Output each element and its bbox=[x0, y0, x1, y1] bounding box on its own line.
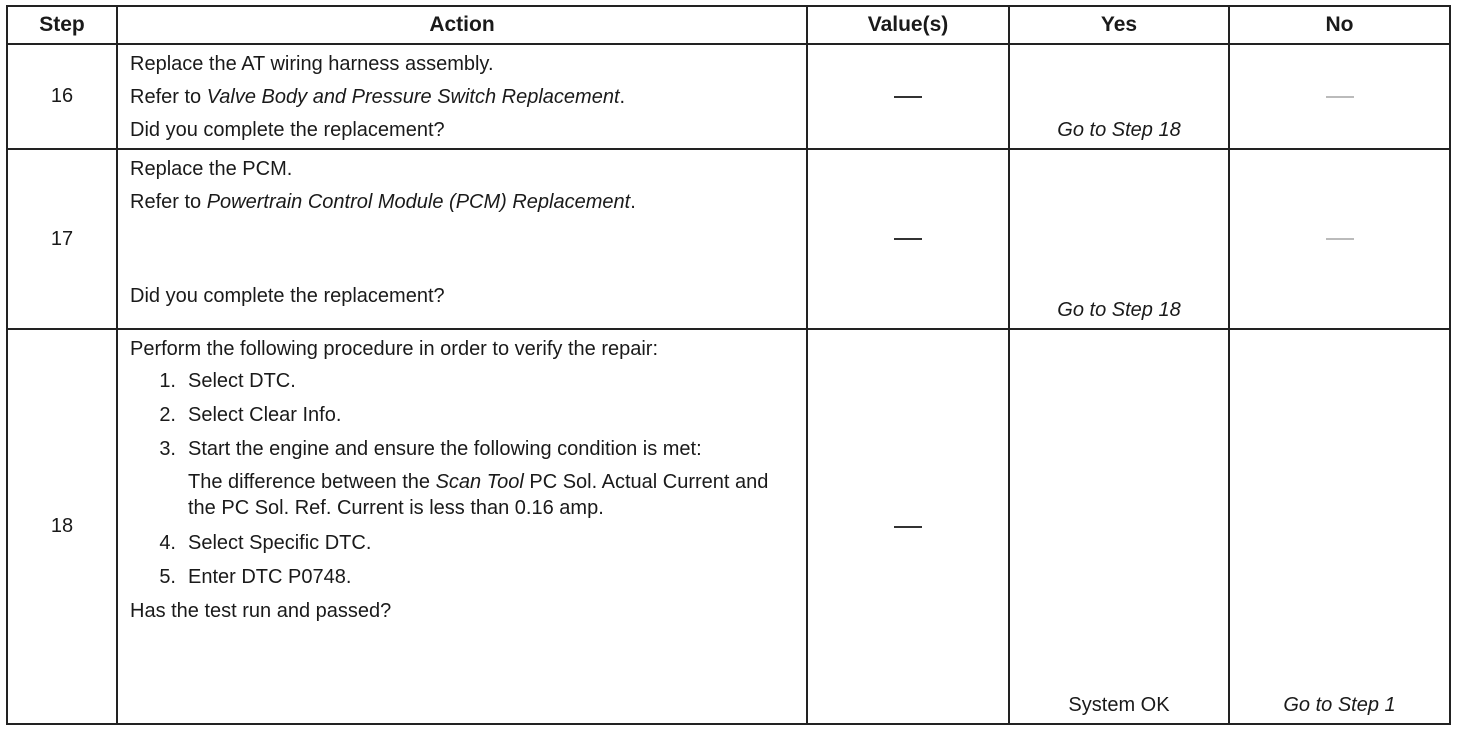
header-no: No bbox=[1229, 6, 1450, 44]
procedure-step-number: 1. bbox=[159, 370, 176, 392]
procedure-intro: Perform the following procedure in order to verify the repair: bbox=[130, 338, 659, 360]
action-text: Replace the PCM. bbox=[130, 158, 293, 180]
refer-link: Powertrain Control Module (PCM) Replacement bbox=[206, 191, 631, 213]
no-cell bbox=[1229, 329, 1450, 724]
procedure-step bbox=[130, 369, 796, 393]
procedure-step-text: Select DTC. bbox=[188, 370, 296, 392]
condition-prefix: The difference between the bbox=[188, 471, 436, 493]
header-step: Step bbox=[7, 6, 117, 44]
table-row-step-18 bbox=[7, 329, 1450, 724]
question-text: Did you complete the replacement? bbox=[130, 285, 445, 307]
yes-outcome: Go to Step 18 bbox=[1057, 119, 1181, 141]
question-text: Did you complete the replacement? bbox=[130, 119, 445, 141]
header-row bbox=[7, 6, 1450, 44]
procedure-step bbox=[130, 403, 796, 427]
action-cell bbox=[117, 329, 807, 724]
value-cell bbox=[807, 149, 1009, 329]
procedure-step-text: Enter DTC P0748. bbox=[188, 566, 352, 588]
blank-space bbox=[130, 223, 796, 281]
scan-tool-ref: Scan Tool bbox=[435, 471, 524, 493]
refer-suffix: . bbox=[619, 86, 626, 108]
no-outcome: Go to Step 1 bbox=[1283, 694, 1396, 716]
yes-outcome: Go to Step 18 bbox=[1057, 299, 1181, 321]
refer-suffix: . bbox=[630, 191, 636, 213]
refer-link: Valve Body and Pressure Switch Replacement bbox=[206, 86, 620, 108]
step-number: 16 bbox=[7, 44, 117, 149]
no-cell bbox=[1229, 44, 1450, 149]
table-row-step-17 bbox=[7, 149, 1450, 329]
value-cell bbox=[807, 329, 1009, 724]
refer-text bbox=[130, 190, 796, 214]
value-cell bbox=[807, 44, 1009, 149]
step-number: 17 bbox=[7, 149, 117, 329]
yes-cell bbox=[1009, 149, 1229, 329]
question-text: Has the test run and passed? bbox=[130, 600, 392, 622]
procedure-step bbox=[130, 531, 796, 555]
refer-prefix: Refer to bbox=[130, 191, 207, 213]
procedure-step-text: Select Clear Info. bbox=[188, 404, 342, 426]
refer-prefix: Refer to bbox=[130, 86, 207, 108]
header-action: Action bbox=[117, 6, 807, 44]
no-dash bbox=[1326, 239, 1354, 240]
condition-text bbox=[130, 469, 796, 521]
action-cell bbox=[117, 44, 807, 149]
yes-outcome: System OK bbox=[1068, 694, 1170, 716]
diagnostic-table bbox=[6, 5, 1451, 725]
yes-cell bbox=[1009, 329, 1229, 724]
refer-text bbox=[130, 85, 796, 109]
header-yes: Yes bbox=[1009, 6, 1229, 44]
action-cell bbox=[117, 149, 807, 329]
step-number: 18 bbox=[7, 329, 117, 724]
procedure-step-number: 4. bbox=[159, 532, 176, 554]
header-values: Value(s) bbox=[807, 6, 1009, 44]
value-dash bbox=[894, 526, 922, 528]
value-dash bbox=[894, 238, 922, 240]
procedure-step-number: 3. bbox=[159, 438, 176, 460]
condition-suffix: PC Sol. Actual Current and the PC Sol. Ref. Current is less than 0.16 amp. bbox=[188, 471, 769, 519]
procedure-step bbox=[130, 437, 796, 461]
table-row-step-16 bbox=[7, 44, 1450, 149]
action-text: Replace the AT wiring harness assembly. bbox=[130, 53, 494, 75]
procedure-step-number: 2. bbox=[159, 404, 176, 426]
yes-cell bbox=[1009, 44, 1229, 149]
no-dash bbox=[1326, 96, 1354, 97]
procedure-step-text: Select Specific DTC. bbox=[188, 532, 372, 554]
value-dash bbox=[894, 96, 922, 98]
procedure-step bbox=[130, 565, 796, 589]
procedure-step-number: 5. bbox=[159, 566, 176, 588]
procedure-step-text: Start the engine and ensure the following condition is met: bbox=[188, 438, 702, 460]
no-cell bbox=[1229, 149, 1450, 329]
